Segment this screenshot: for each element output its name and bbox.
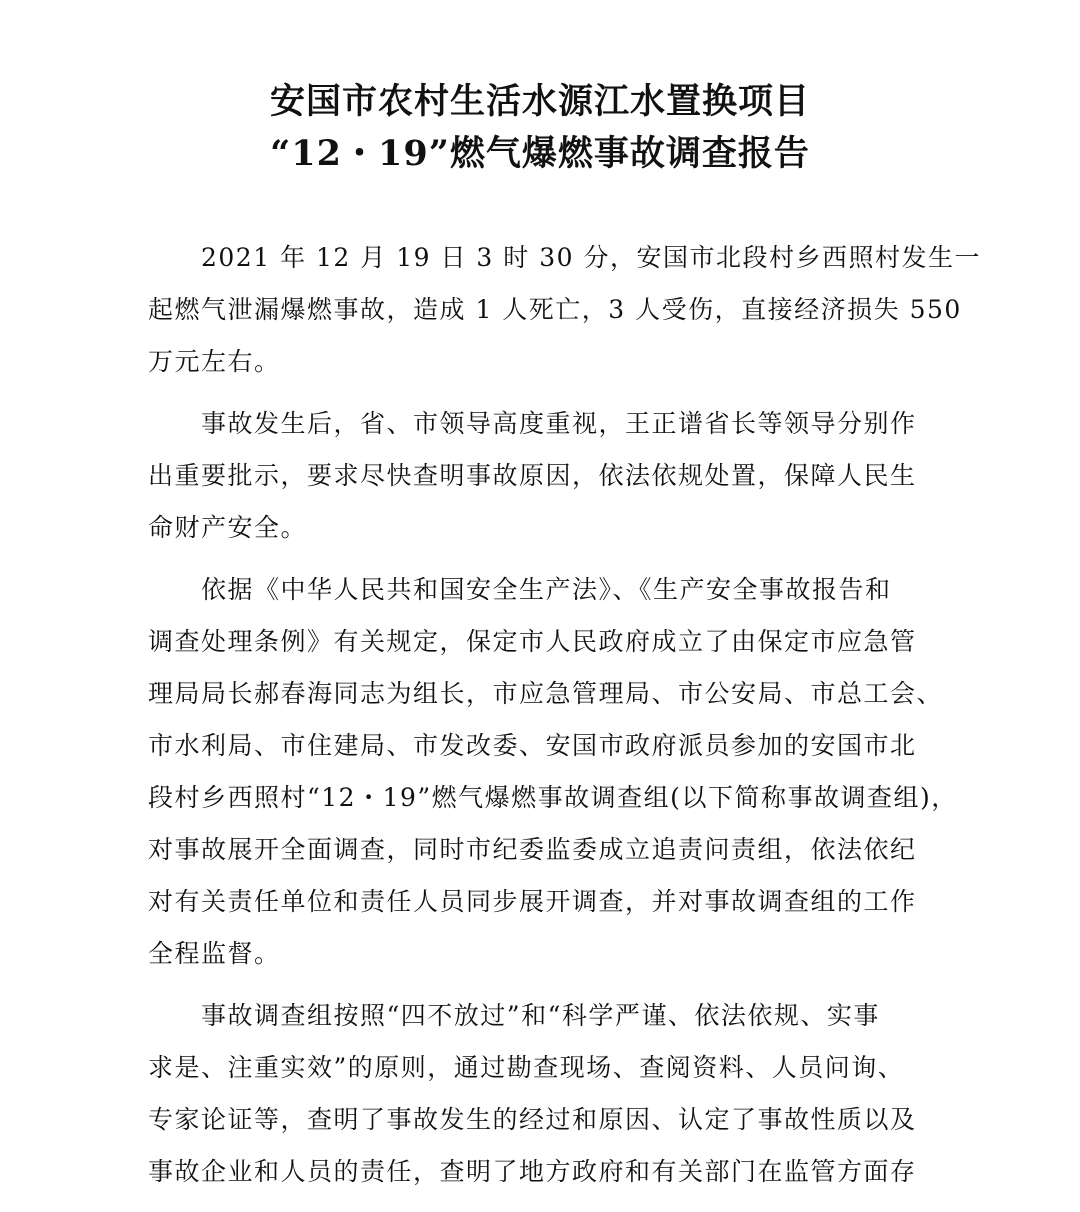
paragraph-1	[148, 236, 981, 392]
paragraph-2	[148, 402, 948, 558]
text-line: 市水利局、市住建局、市发改委、安国市政府派员参加的安国市北	[148, 731, 917, 760]
title-line-2: “12・19”燃气爆燃事故调查报告	[270, 133, 810, 174]
text-line: 事故发生后，省、市领导高度重视，王正谱省长等领导分别作	[201, 409, 917, 438]
text-line: 命财产安全。	[148, 513, 308, 542]
text-line: 事故企业和人员的责任，查明了地方政府和有关部门在监管方面存	[148, 1157, 917, 1186]
text-line: 对有关责任单位和责任人员同步展开调查，并对事故调查组的工作	[148, 887, 917, 916]
text-line: 事故调查组按照“四不放过”和“科学严谨、依法依规、实事	[201, 1001, 880, 1030]
text-line: 万元左右。	[148, 347, 281, 376]
text-line: 段村乡西照村“12・19”燃气爆燃事故调查组(以下简称事故调查组)，	[148, 783, 958, 812]
text-line: 理局局长郝春海同志为组长，市应急管理局、市公安局、市总工会、	[148, 679, 944, 708]
title-line-1: 安国市农村生活水源江水置换项目	[269, 81, 810, 122]
text-line: 2021 年 12 月 19 日 3 时 30 分，安国市北段村乡西照村发生一	[201, 243, 981, 272]
text-line: 求是、注重实效”的原则，通过勘查现场、查阅资料、人员问询、	[148, 1053, 905, 1082]
text-line: 专家论证等，查明了事故发生的经过和原因、认定了事故性质以及	[148, 1105, 917, 1134]
paragraph-4	[148, 994, 948, 1202]
text-line: 依据《中华人民共和国安全生产法》、《生产安全事故报告和	[201, 575, 892, 604]
text-line: 调查处理条例》有关规定，保定市人民政府成立了由保定市应急管	[148, 627, 917, 656]
report-title	[0, 76, 1080, 180]
text-line: 对事故展开全面调查，同时市纪委监委成立追责问责组，依法依纪	[148, 835, 917, 864]
text-line: 起燃气泄漏爆燃事故，造成 1 人死亡，3 人受伤，直接经济损失 550	[148, 295, 962, 324]
report-body	[148, 236, 981, 1212]
text-line: 全程监督。	[148, 939, 281, 968]
text-line: 出重要批示，要求尽快查明事故原因，依法依规处置，保障人民生	[148, 461, 917, 490]
paragraph-3	[148, 568, 958, 984]
